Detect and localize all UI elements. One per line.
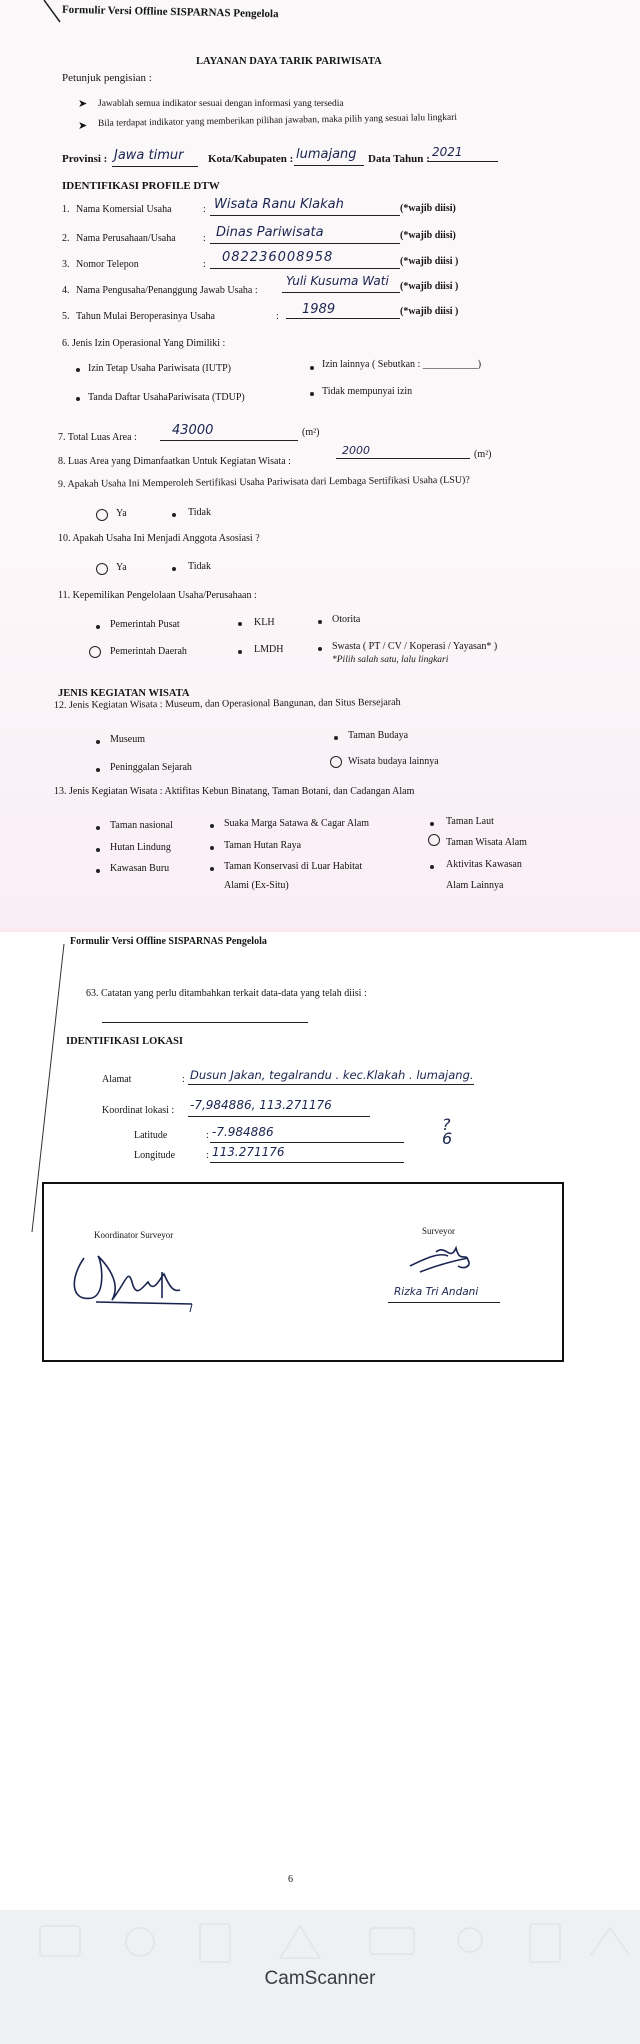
item-label: Tahun Mulai Beroperasinya Usaha [76, 311, 215, 322]
province-underline [112, 166, 198, 167]
selected-circle-icon [89, 646, 101, 658]
q9-label: 9. Apakah Usaha Ini Memperoleh Sertifikasi Usaha Pariwisata dari Lembaga Sertifikasi Usaha (LSU)? [57, 474, 470, 490]
required-note: (*wajib diisi ) [400, 281, 459, 292]
bullet-icon [310, 366, 314, 370]
field-underline [188, 1116, 370, 1117]
surveyor-signature [396, 1238, 516, 1288]
arrow-icon: ➤ [78, 120, 88, 132]
bullet-icon [430, 865, 434, 869]
coordinator-signature [62, 1242, 222, 1312]
field-underline [210, 268, 400, 269]
commercial-name-value: Wisata Ranu Klakah [214, 197, 344, 212]
required-note: (*wajib diisi ) [400, 256, 459, 267]
location-heading: IDENTIFIKASI LOKASI [66, 1036, 183, 1047]
q10-no: Tidak [188, 561, 211, 572]
q13-option: Aktivitas Kawasan [446, 859, 522, 870]
q10-yes: Ya [116, 562, 127, 573]
selected-circle-icon [330, 756, 342, 768]
q11-label: 11. Kepemilikan Pengelolaan Usaha/Perusahaan : [58, 590, 257, 601]
year-underline [428, 161, 498, 162]
bullet-icon [238, 650, 242, 654]
page-number: 6 [288, 1874, 293, 1885]
q13-option: Hutan Lindung [110, 842, 171, 853]
q13-label: 13. Jenis Kegiatan Wisata : Aktifitas Kebun Binatang, Taman Botani, dan Cadangan Alam [54, 786, 415, 797]
bullet-icon [96, 826, 100, 830]
q6-option: Tanda Daftar UsahaPariwisata (TDUP) [88, 392, 245, 403]
q7-unit: (m²) [302, 427, 320, 438]
company-name-value: Dinas Pariwisata [216, 225, 324, 240]
surveyor-name: Rizka Tri Andani [394, 1286, 479, 1298]
instruction-1: Jawablah semua indikator sesuai dengan informasi yang tersedia [98, 99, 344, 109]
instruction-2: Bila terdapat indikator yang memberikan pilihan jawaban, maka pilih yang sesuai lalu lingkari [97, 112, 458, 129]
longitude-label: Longitude [134, 1150, 176, 1161]
q13-option: Alami (Ex-Situ) [224, 880, 289, 891]
q13-option: Taman Wisata Alam [446, 837, 527, 848]
q11-note: *Pilih salah satu, lalu lingkari [332, 655, 449, 665]
bullet-icon [210, 867, 214, 871]
bullet-icon [318, 647, 322, 651]
bullet-icon [96, 869, 100, 873]
q11-option: Pemerintah Daerah [110, 646, 187, 657]
required-note: (*wajib diisi) [400, 230, 456, 241]
year-value: 2021 [432, 145, 463, 159]
phone-value: 082236008958 [222, 250, 334, 265]
bullet-icon [96, 768, 100, 772]
colon: : [206, 1150, 209, 1161]
q9-yes: Ya [116, 508, 127, 519]
form-title: Formulir Versi Offline SISPARNAS Pengelola [61, 3, 279, 21]
q6-option: Izin lainnya ( Sebutkan : ___________) [322, 359, 482, 370]
activities-heading: JENIS KEGIATAN WISATA [58, 688, 190, 699]
q13-option: Taman Hutan Raya [224, 840, 302, 851]
camscanner-brand: CamScanner [264, 1968, 376, 1989]
item-label: Nama Pengusaha/Penanggung Jawab Usaha : [76, 285, 258, 296]
required-note: (*wajib diisi) [400, 203, 456, 214]
coordinator-label: Koordinator Surveyor [94, 1230, 174, 1240]
q9-no: Tidak [188, 507, 211, 518]
q12-option: Wisata budaya lainnya [348, 756, 439, 767]
province-label: Provinsi : [62, 153, 108, 165]
required-note: (*wajib diisi ) [400, 306, 459, 317]
year-started-value: 1989 [302, 302, 336, 317]
year-label: Data Tahun : [368, 153, 430, 165]
bullet-icon [210, 846, 214, 850]
scanned-page-1 [0, 0, 640, 928]
field-underline [336, 458, 470, 459]
used-area-value: 2000 [342, 444, 370, 457]
field-underline [210, 1142, 404, 1143]
q63-label: 63. Catatan yang perlu ditambahkan terkait data-data yang telah diisi : [86, 988, 367, 999]
address-value: Dusun Jakan, tegalrandu . kec.Klakah . lumajang. [190, 1068, 474, 1082]
profile-heading: IDENTIFIKASI PROFILE DTW [62, 180, 220, 192]
item-label: Nama Komersial Usaha [76, 204, 172, 215]
item-label: Nama Perusahaan/Usaha [76, 233, 176, 244]
scanned-page-2 [0, 932, 640, 1910]
q13-option: Taman Konservasi di Luar Habitat [224, 861, 363, 872]
field-underline [210, 1162, 404, 1163]
q6-option: Izin Tetap Usaha Pariwisata (IUTP) [88, 363, 231, 374]
item-number: 1. [62, 204, 70, 215]
q11-option: LMDH [254, 644, 284, 655]
province-value: Jawa timur [114, 148, 184, 163]
bullet-icon [334, 736, 338, 740]
q10-label: 10. Apakah Usaha Ini Menjadi Anggota Asosiasi ? [58, 533, 260, 544]
q12-option: Taman Budaya [348, 730, 409, 741]
field-underline [160, 440, 298, 441]
q8-unit: (m²) [474, 449, 492, 460]
bullet-icon [318, 620, 322, 624]
latitude-label: Latitude [134, 1130, 168, 1141]
colon: : [182, 1074, 185, 1085]
q12-label: 12. Jenis Kegiatan Wisata : Museum, dan Operasional Bangunan, dan Situs Bersejarah [53, 696, 401, 711]
field-underline [210, 243, 400, 244]
signature-box [42, 1182, 564, 1362]
bullet-icon [238, 622, 242, 626]
longitude-value: 113.271176 [212, 1145, 285, 1159]
instructions-heading: Petunjuk pengisian : [62, 72, 152, 84]
surveyor-label: Surveyor [422, 1226, 455, 1236]
selected-circle-icon [428, 834, 440, 846]
address-label: Alamat [102, 1074, 132, 1085]
q11-option: KLH [254, 617, 275, 628]
q6-option: Tidak mempunyai izin [322, 386, 413, 397]
q13-option: Taman nasional [110, 820, 173, 831]
signature-underline [388, 1302, 500, 1303]
colon: : [276, 311, 279, 322]
q12-option: Museum [110, 734, 145, 745]
arrow-icon: ➤ [78, 98, 88, 110]
notes-underline [102, 1022, 308, 1023]
item-number: 3. [62, 259, 70, 270]
q11-option: Otorita [332, 614, 361, 625]
bullet-icon [96, 625, 100, 629]
field-underline [210, 215, 400, 216]
owner-name-value: Yuli Kusuma Wati [286, 274, 389, 288]
field-underline [282, 292, 400, 293]
item-number: 5. [62, 311, 70, 322]
city-label: Kota/Kabupaten : [208, 153, 294, 165]
q6-label: 6. Jenis Izin Operasional Yang Dimiliki : [62, 338, 226, 349]
q13-option: Suaka Marga Satawa & Cagar Alam [224, 818, 370, 829]
field-underline [286, 318, 400, 319]
item-label: Nomor Telepon [76, 259, 139, 270]
selected-circle-icon [96, 509, 108, 521]
q7-label: 7. Total Luas Area : [58, 432, 137, 443]
margin-marks: ? 6 [442, 1115, 453, 1148]
q12-option: Peninggalan Sejarah [110, 762, 192, 773]
bullet-icon [430, 822, 434, 826]
coord-label: Koordinat lokasi : [102, 1105, 175, 1116]
bullet-icon [76, 397, 80, 401]
bullet-icon [76, 368, 80, 372]
bullet-icon [310, 392, 314, 396]
selected-circle-icon [96, 563, 108, 575]
q13-option: Kawasan Buru [110, 863, 170, 874]
camscanner-watermark-bar [0, 1910, 640, 2044]
bullet-icon [172, 513, 176, 517]
bullet-icon [172, 567, 176, 571]
q11-option: Pemerintah Pusat [110, 619, 180, 630]
city-value: lumajang [296, 147, 357, 162]
city-underline [294, 165, 364, 166]
coord-value: -7,984886, 113.271176 [190, 1098, 332, 1112]
bullet-icon [96, 740, 100, 744]
field-underline [188, 1084, 474, 1085]
q11-option: Swasta ( PT / CV / Koperasi / Yayasan* ) [332, 641, 498, 652]
item-number: 2. [62, 233, 70, 244]
bullet-icon [96, 848, 100, 852]
colon: : [203, 233, 206, 244]
form-title: Formulir Versi Offline SISPARNAS Pengelola [70, 936, 267, 947]
section-title: LAYANAN DAYA TARIK PARIWISATA [196, 56, 382, 67]
q8-label: 8. Luas Area yang Dimanfaatkan Untuk Kegiatan Wisata : [58, 456, 291, 467]
bullet-icon [210, 824, 214, 828]
q13-option: Alam Lainnya [446, 880, 504, 891]
item-number: 4. [62, 285, 70, 296]
total-area-value: 43000 [172, 423, 214, 438]
q13-option: Taman Laut [446, 816, 494, 827]
colon: : [203, 204, 206, 215]
colon: : [206, 1130, 209, 1141]
latitude-value: -7.984886 [212, 1125, 274, 1139]
colon: : [203, 259, 206, 270]
